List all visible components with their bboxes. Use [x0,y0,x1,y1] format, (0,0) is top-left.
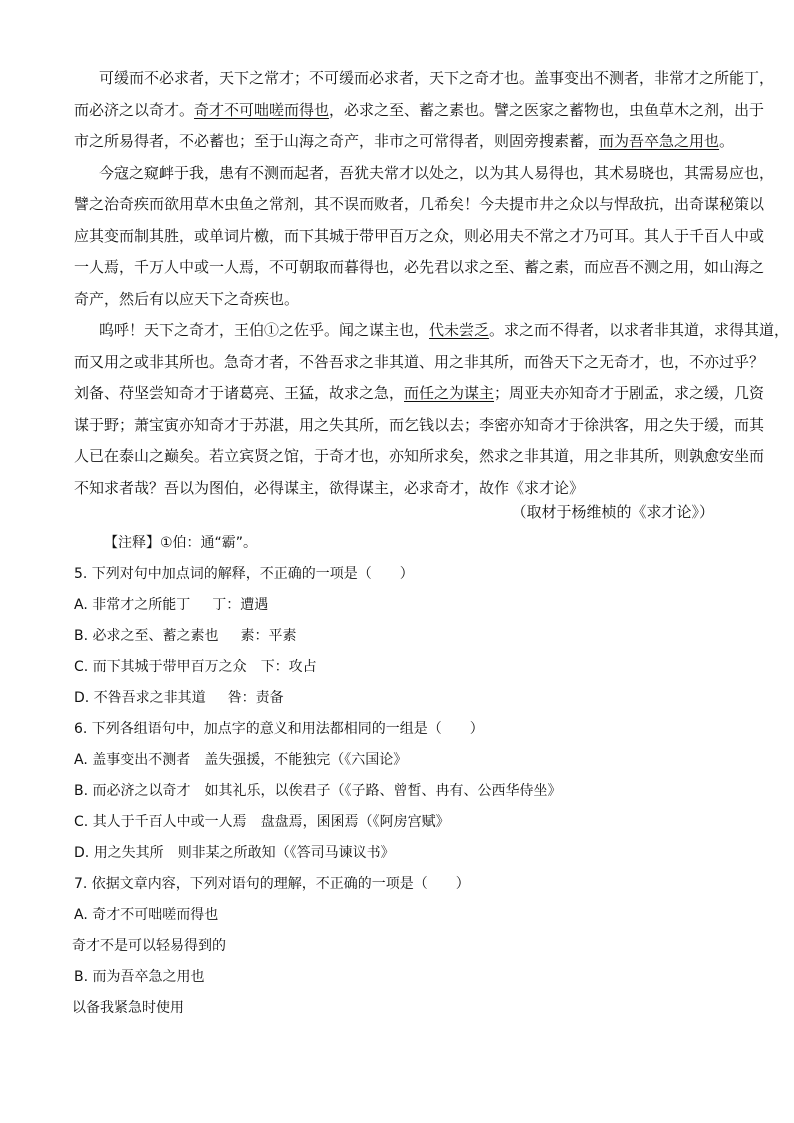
question-6-stem: 6. 下列各组语句中，加点字的意义和用法都相同的一组是（ ） [74,721,484,737]
passage-text: 奇产，然后有以应天下之奇疾也。 [74,289,300,308]
passage-text: 呜呼！天下之奇才，王伯①之佐乎。闻之谋主也， [99,321,430,339]
passage-line [74,347,765,379]
passage-text: 。求之而不得者，以求者非其道，求得其道， [489,321,790,339]
questions-section [74,528,734,1024]
question-7-item-a: A. 奇才不可咄嗟而得也 [74,907,219,923]
classical-chinese-passage [74,63,790,504]
question-5-stem: 5. 下列对句中加点词的解释，不正确的一项是（ ） [74,566,414,582]
passage-text: ，必求之至、蓄之素也。譬之医家之蓄物也，虫鱼草木之剂，出于 [329,100,765,119]
passage-line [74,221,765,253]
passage-text: 应其变而制其胜，或单词片檄，而下其城于带甲百万之众，则必用夫不常之才乃可耳。其人于千百人中或 [74,226,765,245]
question-7-item-a-explanation: 奇才不是可以轻易得到的 [72,938,226,954]
passage-text: 不知求者哉？吾以为图伯，必得谋主，欲得谋主，必求奇才，故作《求才论》 [74,478,585,497]
question-5-option-b: B. 必求之至、蓄之素也 素：平素 [74,628,297,644]
question-5-option-c: C. 而下其城于带甲百万之众 下：攻占 [74,659,317,675]
passage-text: 譬之治奇疾而欲用草木虫鱼之常剂，其不误而败者，几希矣！今夫提市井之众以与悍敌抗，出奇谋秘策以 [74,195,765,213]
question-6-option-a: A. 盖事变出不测者 盖失强援，不能独完（《六国论》 [74,752,408,768]
passage-line [74,63,775,95]
passage-line [74,284,724,316]
passage-text: ；周亚夫亦知奇才于剧孟，求之缓，几资 [494,384,765,402]
question-6-option-c: C. 其人于千百人中或一人焉 盘盘焉，囷囷焉（《阿房宫赋》 [74,814,450,830]
underlined-phrase: 而为吾卒急之用也 [599,132,720,150]
passage-line [74,158,775,190]
passage-line [74,378,765,410]
passage-line [74,410,765,442]
passage-text: 。 [719,132,735,150]
underlined-phrase: 奇才不可咄嗟而得也 [194,100,330,119]
passage-text: 人已在泰山之巅矣。若立宾贤之馆，于奇才也，亦知所求矣，然求之非其道，用之非其所，则孰愈安坐而 [74,447,765,465]
passage-text: 而又用之或非其所也。急奇才者，不咎吾求之非其道、用之非其所，而咎天下之无奇才，也，不亦过乎？ [74,352,765,371]
passage-text: 刘备、苻坚尝知奇才于诸葛亮、王猛，故求之急， [74,384,405,402]
question-6-option-d: D. 用之失其所 则非某之所敢知（《答司马谏议书》 [74,845,395,861]
passage-text: 市之所易得者，不必蓄也；至于山海之奇产，非市之可常得者，则固旁搜素蓄， [74,132,600,150]
passage-text: 一人焉，千万人中或一人焉，不可朝取而暮得也，必先君以求之至、蓄之素，而应吾不测之用，如山海之 [74,258,765,276]
question-5-option-d: D. 不咎吾求之非其道 咎：责备 [74,690,284,706]
passage-line [74,126,735,158]
question-5-option-a: A. 非常才之所能丁 丁：遭遇 [74,597,269,613]
passage-line [74,441,765,473]
source-citation: （取材于杨维桢的《求才论》） [511,503,714,521]
passage-text: 今寇之窥衅于我，患有不测而起者，吾犹夫常才以处之，以为其人易得也，其术易晓也，其需易应也， [99,163,775,182]
passage-line [74,95,765,127]
passage-line [74,315,790,347]
underlined-phrase: 代未尝乏 [429,321,490,339]
question-7-item-b: B. 而为吾卒急之用也 [74,969,205,985]
passage-text: 可缓而不必求者，天下之常才；不可缓而必求者，天下之奇才也。盖事变出不测者，非常才之所能丁， [99,69,775,87]
question-6-option-b: B. 而必济之以奇才 如其礼乐，以俟君子（《子路、曾皙、冉有、公西华侍坐》 [74,783,562,799]
passage-text: 而必济之以奇才。 [74,100,195,119]
annotation-note: 【注释】①伯：通“霸”。 [104,535,258,551]
question-7-stem: 7. 依据文章内容，下列对语句的理解，不正确的一项是（ ） [74,876,470,892]
passage-line [74,189,765,221]
passage-line [74,252,765,284]
passage-text: 谋于野；萧宝寅亦知奇才于苏湛，用之失其所，而乞钱以去；李密亦知奇才于徐洪客，用之失于缓，而其 [74,415,765,434]
question-7-item-b-explanation: 以备我紧急时使用 [72,1000,184,1016]
underlined-phrase: 而任之为谋主 [404,384,495,402]
